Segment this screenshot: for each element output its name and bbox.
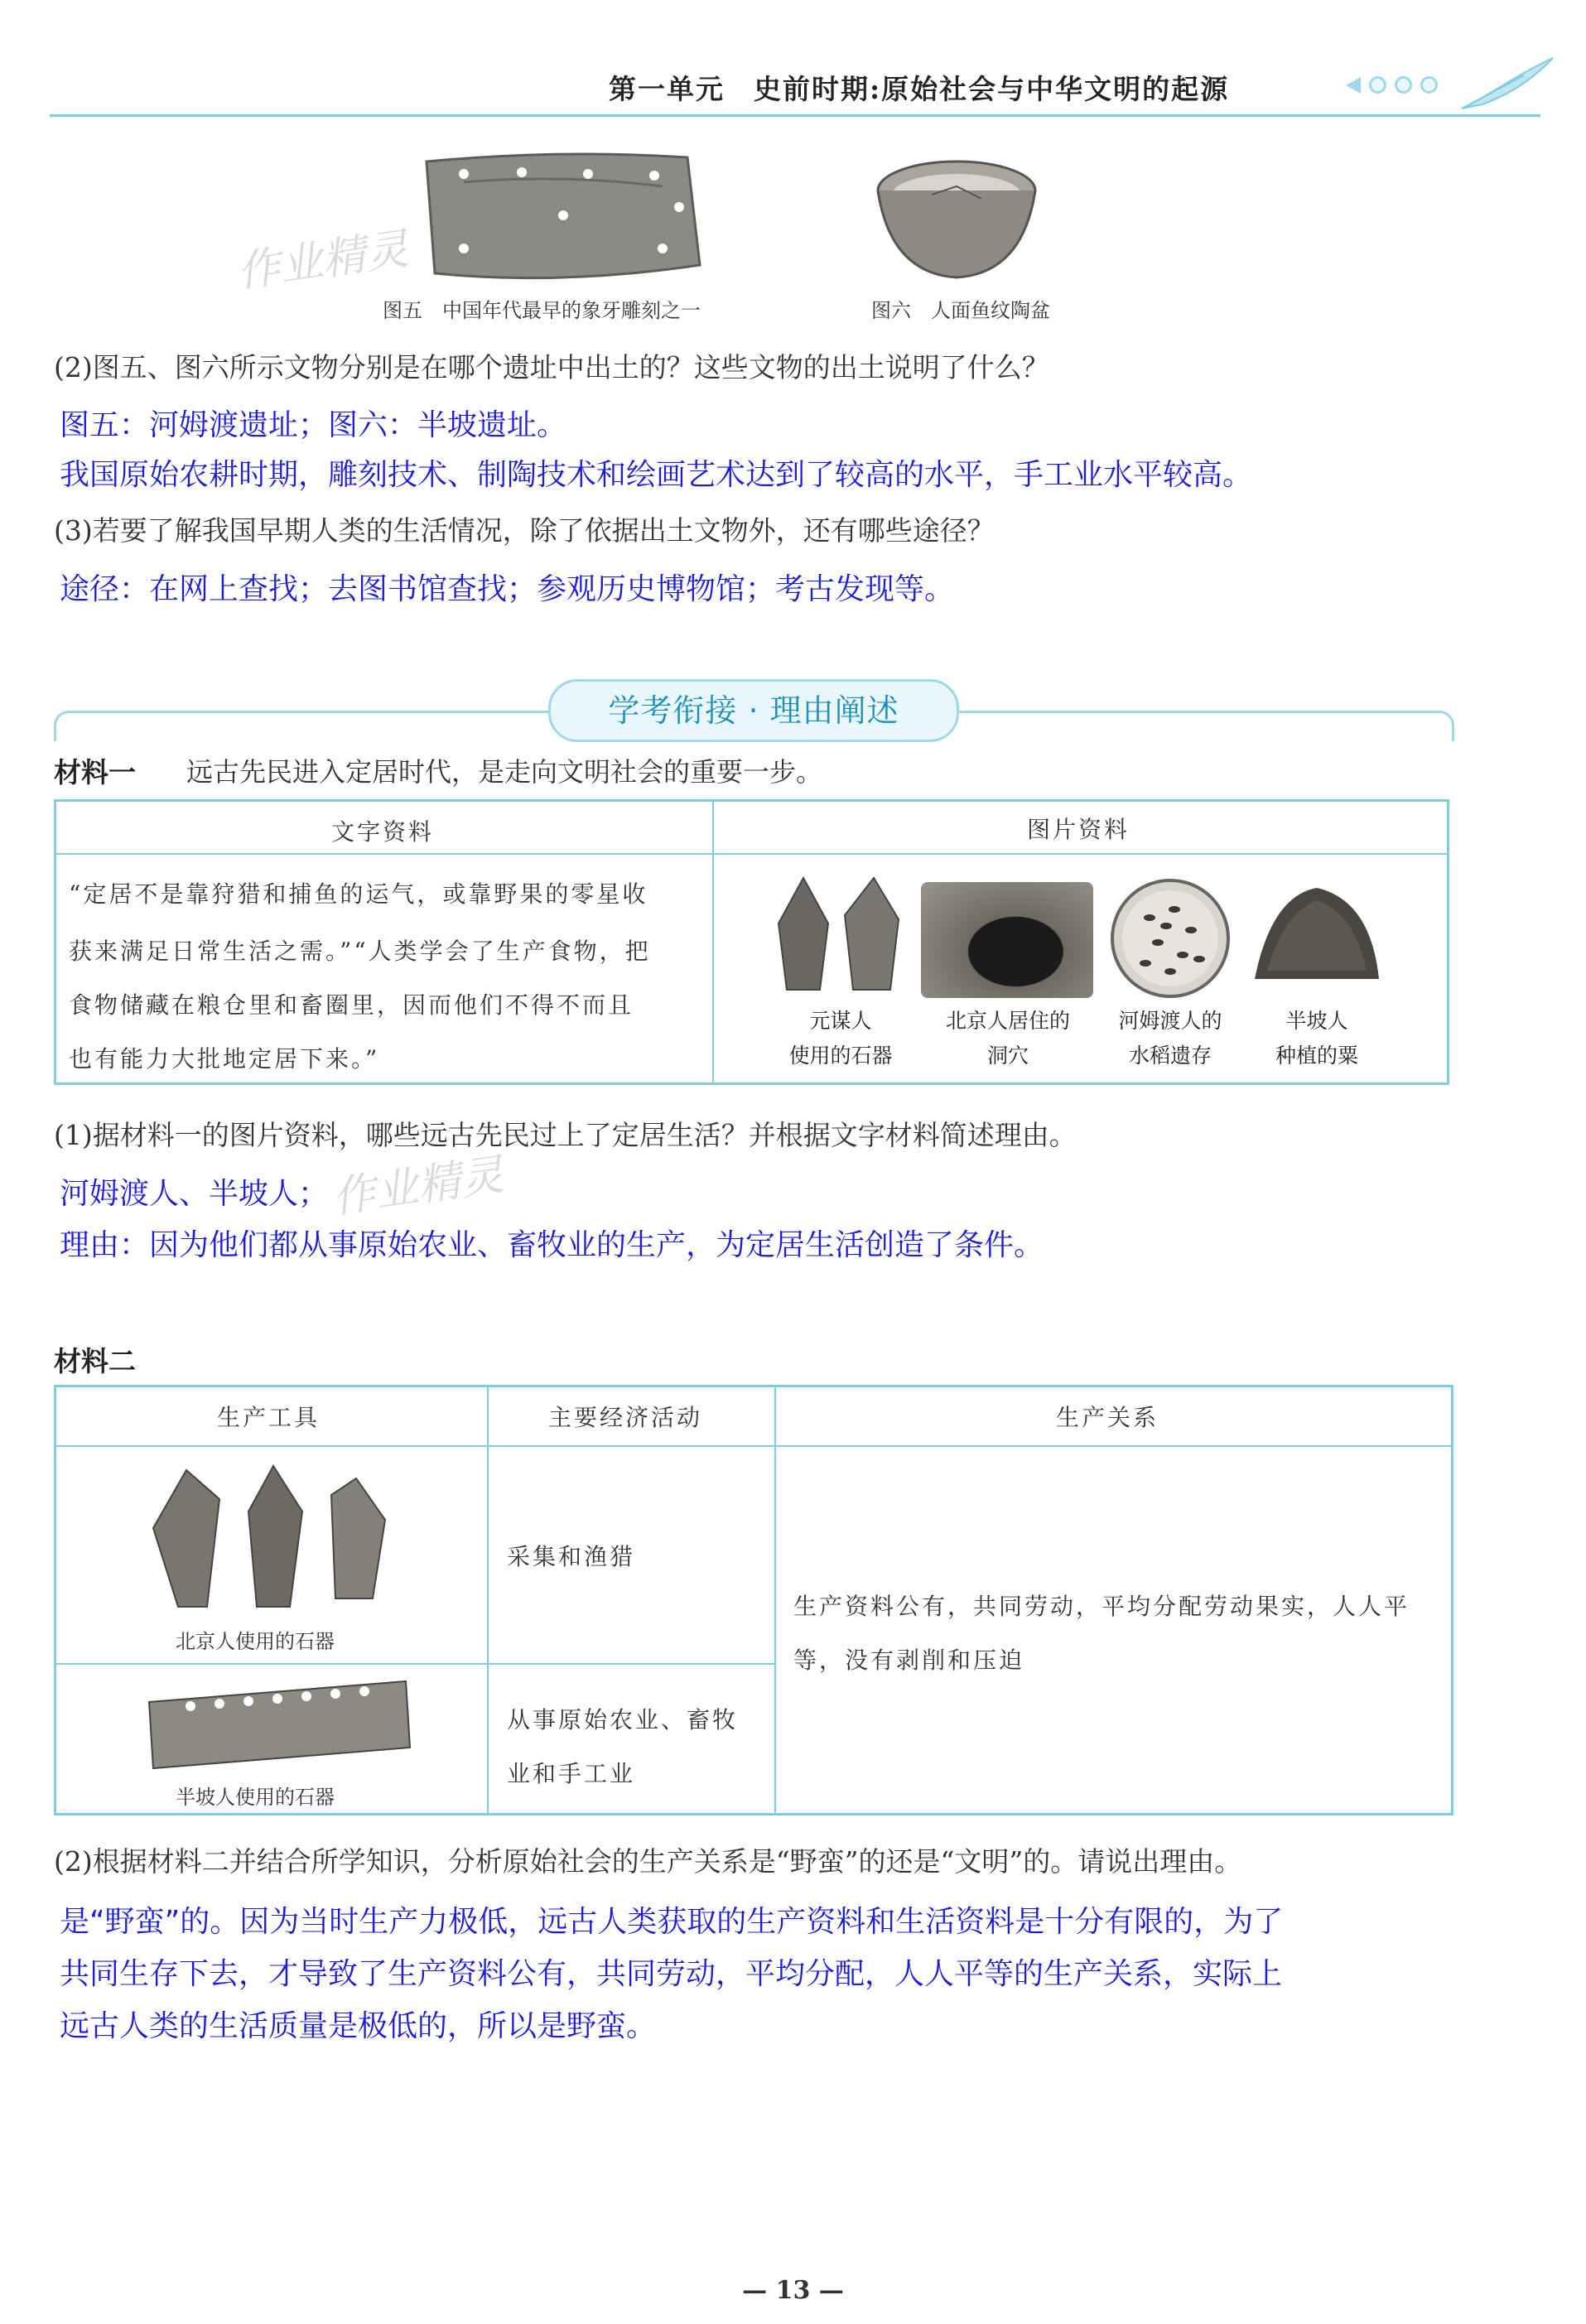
- table-rule: [774, 1385, 776, 1815]
- watermark-text: 作业精灵: [329, 1150, 507, 1224]
- header-dots-decoration: [1346, 76, 1438, 94]
- material2-answer-line1: 是“野蛮”的。因为当时生产力极低，远古人类获取的生产资料和生活资料是十分有限的，为了: [60, 1905, 1284, 1939]
- hemudu-rice-remains-image: [1108, 876, 1232, 1000]
- picture-caption-line: 北京人居住的: [945, 1009, 1070, 1033]
- col-header-relations: 生产关系: [1056, 1404, 1159, 1431]
- col-header-pictures: 图片资料: [1027, 816, 1130, 843]
- material2-answer-line3: 远古人类的生活质量是极低的，所以是野蛮。: [60, 2009, 657, 2043]
- material1-question-1: (1)据材料一的图片资料，哪些远古先民过上了定居生活？并根据文字材料简述理由。: [54, 1119, 1077, 1151]
- page-number: — 13 —: [742, 2276, 844, 2305]
- material1-intro: 远古先民进入定居时代，是走向文明社会的重要一步。: [186, 756, 823, 788]
- peking-man-cave-image: [921, 882, 1093, 998]
- figure6-pottery-basin: [874, 153, 1039, 290]
- picture-caption-line: 种植的粟: [1275, 1044, 1358, 1068]
- page-header-title: 第一单元 史前时期:原始社会与中华文明的起源: [609, 73, 1230, 105]
- picture-caption: [1246, 1004, 1387, 1073]
- material1-answer-line1: 河姆渡人、半坡人；: [60, 1177, 329, 1211]
- row2-tool-caption: 半坡人使用的石器: [176, 1786, 335, 1809]
- answer-2-line1: 图五：河姆渡遗址；图六：半坡遗址。: [60, 408, 567, 442]
- col-header-tools: 生产工具: [217, 1404, 321, 1431]
- dot-icon: [1369, 76, 1386, 94]
- watermark-text: 作业精灵: [234, 224, 412, 298]
- picture-caption-line: 使用的石器: [788, 1044, 893, 1068]
- table-rule: [487, 1385, 489, 1815]
- question-2: (2)图五、图六所示文物分别是在哪个遗址中出土的？这些文物的出土说明了什么？: [54, 351, 1049, 383]
- table-rule: [54, 1445, 1453, 1447]
- picture-caption-line: 水稻遗存: [1128, 1044, 1212, 1068]
- picture-caption: [921, 1004, 1095, 1073]
- material1-label: 材料一: [54, 756, 136, 788]
- peking-man-stone-tools-image: [141, 1462, 398, 1619]
- relations-line1: 生产资料公有，共同劳动，平均分配劳动果实，人人平: [793, 1593, 1410, 1620]
- header-rule: [50, 114, 1540, 117]
- picture-caption-line: 河姆渡人的: [1118, 1009, 1222, 1033]
- row1-tool-caption: 北京人使用的石器: [176, 1630, 335, 1653]
- row1-activity: 采集和渔猎: [507, 1543, 636, 1570]
- quote-line: 食物储藏在粮仓里和畜圈里，因而他们不得不而且: [69, 991, 634, 1019]
- quote-line: 也有能力大批地定居下来。”: [69, 1045, 380, 1073]
- dot-icon: [1395, 76, 1412, 94]
- table-rule: [54, 853, 1449, 855]
- material1-answer-line2: 理由：因为他们都从事原始农业、畜牧业的生产，为定居生活创造了条件。: [60, 1228, 1044, 1262]
- col-header-text: 文字资料: [331, 818, 435, 846]
- quote-line: “定居不是靠狩猎和捕鱼的运气，或靠野果的零星收: [69, 880, 648, 908]
- material2-label: 材料二: [54, 1345, 136, 1377]
- figure5-caption: 图五 中国年代最早的象牙雕刻之一: [383, 299, 701, 322]
- picture-caption-line: 半坡人: [1285, 1009, 1348, 1033]
- feather-icon: [1458, 55, 1557, 113]
- col-header-activity: 主要经济活动: [548, 1404, 703, 1431]
- material2-answer-line2: 共同生存下去，才导致了生产资料公有，共同劳动，平均分配，人人平等的生产关系，实际上: [60, 1957, 1283, 1991]
- banpo-stone-tool-image: [141, 1677, 414, 1772]
- figure5-ivory-carving: [414, 149, 704, 290]
- table-rule: [54, 1663, 774, 1665]
- picture-caption-line: 洞穴: [986, 1044, 1029, 1068]
- material2-question-2: (2)根据材料二并结合所学知识，分析原始社会的生产关系是“野蛮”的还是“文明”的。请说出理由。: [54, 1845, 1242, 1878]
- question-3: (3)若要了解我国早期人类的生活情况，除了依据出土文物外，还有哪些途径？: [54, 514, 995, 547]
- figure6-caption: 图六 人面鱼纹陶盆: [871, 299, 1050, 322]
- picture-caption: [770, 1004, 911, 1073]
- row2-activity-line1: 从事原始农业、畜牧: [507, 1706, 739, 1733]
- quote-line: 获来满足日常生活之需。”“人类学会了生产食物，把: [69, 938, 651, 965]
- section-banner-title: 学考衔接 · 理由阐述: [608, 692, 899, 729]
- triangle-icon: [1346, 77, 1361, 94]
- row2-activity-line2: 业和手工业: [507, 1760, 636, 1787]
- relations-line2: 等，没有剥削和压迫: [793, 1647, 1025, 1674]
- picture-caption: [1100, 1004, 1241, 1073]
- banpo-millet-image: [1246, 880, 1387, 996]
- dot-icon: [1420, 76, 1438, 94]
- answer-3: 途径：在网上查找；去图书馆查找；参观历史博物馆；考古发现等。: [60, 572, 955, 606]
- answer-2-line2: 我国原始农耕时期，雕刻技术、制陶技术和绘画艺术达到了较高的水平，手工业水平较高。: [60, 458, 1253, 492]
- section-banner: [548, 679, 959, 742]
- yuanmou-stone-tools-image: [770, 874, 911, 998]
- picture-caption-line: 元谋人: [809, 1009, 872, 1033]
- table-rule: [712, 799, 714, 1085]
